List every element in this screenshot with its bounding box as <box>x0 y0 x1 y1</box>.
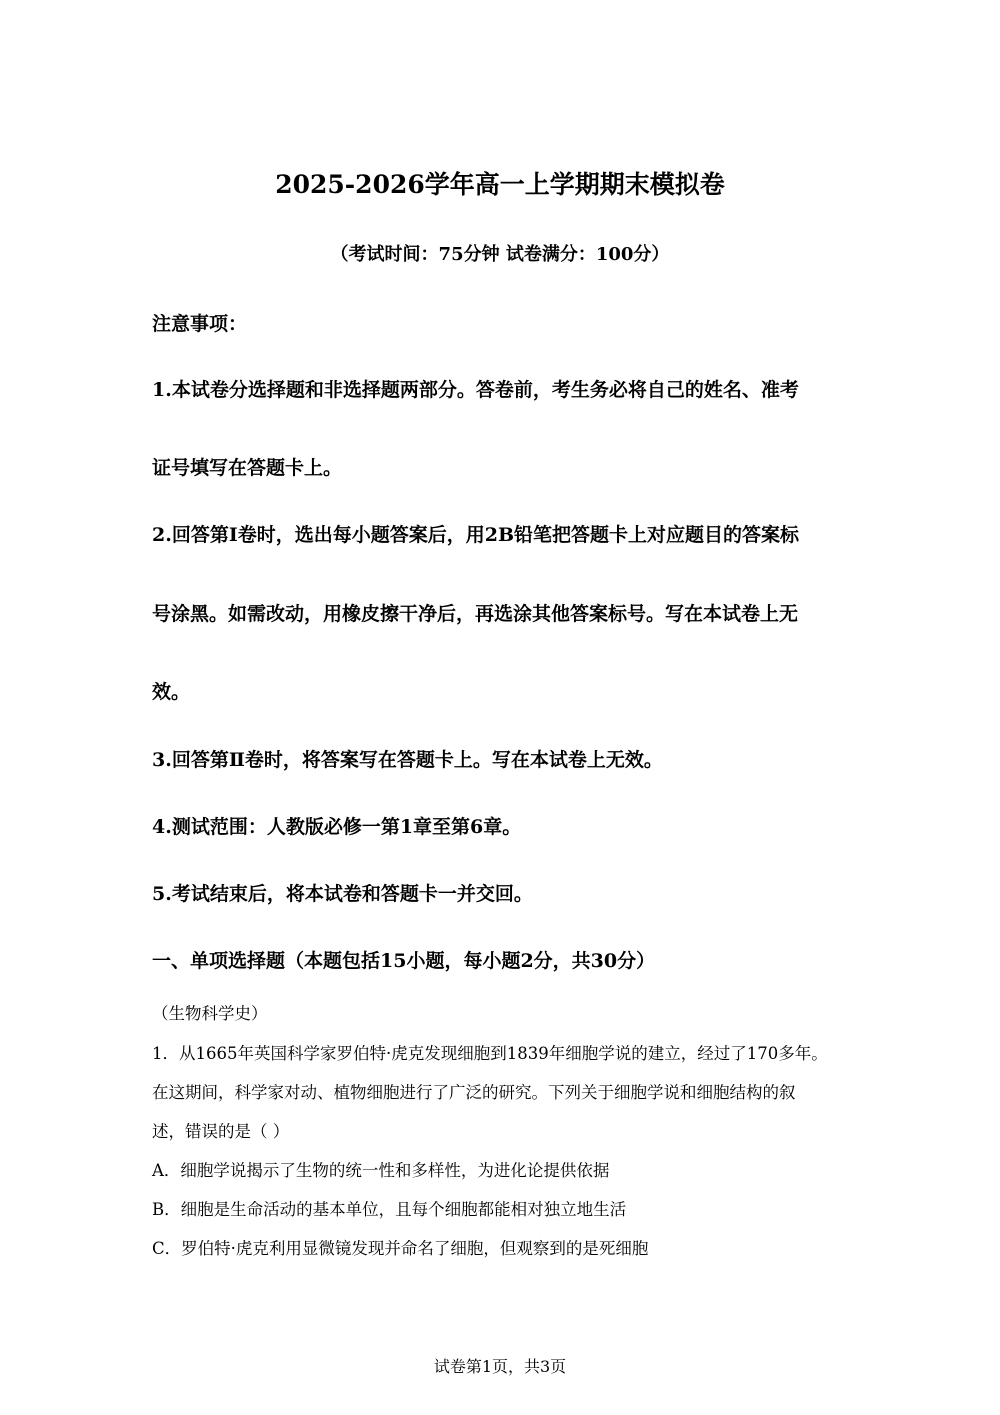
question-stem-line: 在这期间，科学家对动、植物细胞进行了广泛的研究。下列关于细胞学说和细胞结构的叙 <box>152 1083 796 1102</box>
notice-line: 效。 <box>152 681 191 703</box>
question-stem-line: 1．从1665年英国科学家罗伯特·虎克发现细胞到1839年细胞学说的建立，经过了170多年。 <box>152 1044 828 1063</box>
exam-title: 2025-2026学年高一上学期期末模拟卷 <box>275 170 725 199</box>
page-footer: 试卷第1页，共3页 <box>433 1357 567 1376</box>
notice-line: 证号填写在答题卡上。 <box>152 457 343 479</box>
option-c: C．罗伯特·虎克利用显微镜发现并命名了细胞，但观察到的是死细胞 <box>152 1239 649 1258</box>
question-topic: （生物科学史） <box>152 1004 268 1023</box>
notice-line: 5.考试结束后，将本试卷和答题卡一并交回。 <box>152 883 533 905</box>
notice-line: 1.本试卷分选择题和非选择题两部分。答卷前，考生务必将自己的姓名、准考 <box>152 379 799 401</box>
notice-line: 3.回答第Ⅱ卷时，将答案写在答题卡上。写在本试卷上无效。 <box>152 749 663 771</box>
notice-line: 2.回答第Ⅰ卷时，选出每小题答案后，用2B铅笔把答题卡上对应题目的答案标 <box>152 524 800 546</box>
notice-line: 号涂黑。如需改动，用橡皮擦干净后，再选涂其他答案标号。写在本试卷上无 <box>152 603 799 625</box>
option-b: B．细胞是生命活动的基本单位，且每个细胞都能相对独立地生活 <box>152 1200 627 1219</box>
notice-line: 4.测试范围：人教版必修一第1章至第6章。 <box>152 816 522 838</box>
option-a: A．细胞学说揭示了生物的统一性和多样性，为进化论提供依据 <box>152 1161 610 1180</box>
notices-heading: 注意事项： <box>152 313 248 335</box>
exam-subtitle: （考试时间：75分钟 试卷满分：100分） <box>330 244 670 265</box>
section-heading: 一、单项选择题（本题包括15小题，每小题2分，共30分） <box>152 950 656 972</box>
question-stem-line: 述，错误的是（ ） <box>152 1122 290 1141</box>
